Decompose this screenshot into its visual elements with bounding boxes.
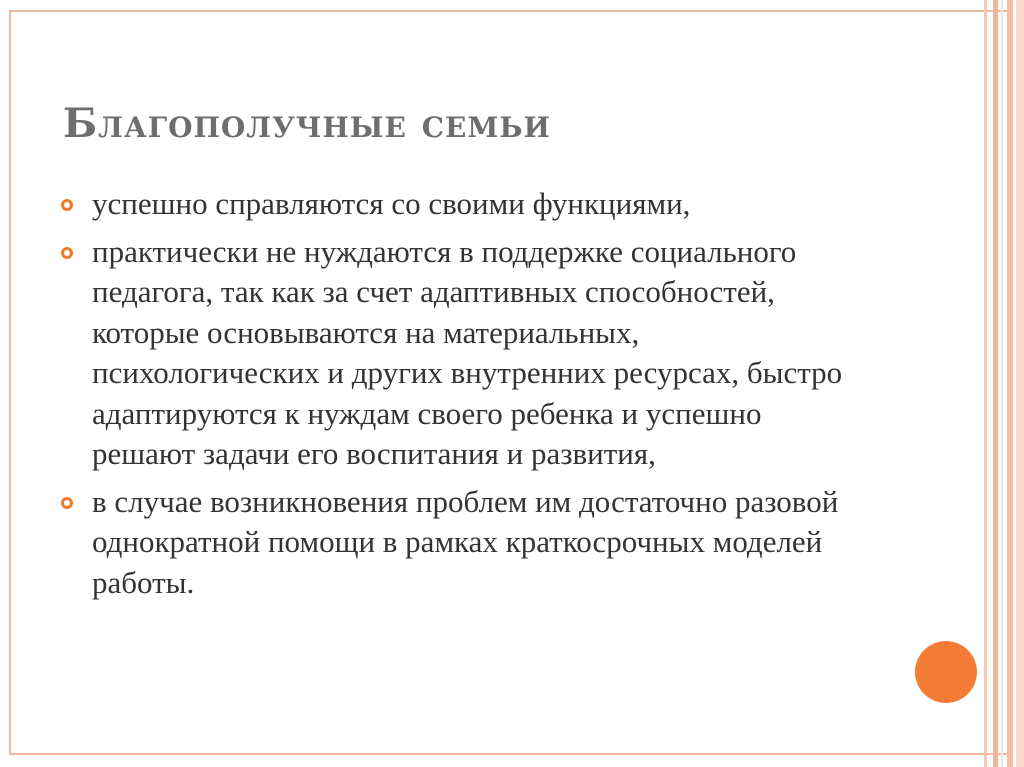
bullet-list: [60, 184, 860, 610]
stripe: [1001, 0, 1003, 767]
ring-bullet-icon: [61, 497, 73, 509]
bullet-item: [60, 482, 860, 604]
stripe: [993, 0, 998, 767]
orange-circle-decoration: [915, 641, 977, 703]
stripe: [1007, 0, 1013, 767]
bullet-text: практически не нуждаются в поддержке социального педагога, так как за счет адаптивных способностей, которые основываются на материальных, психологических и других внутренних ресурсах, быстро адаптируются к нуждам своего ребенка и успешно решают задачи его воспитания и развития,: [92, 233, 843, 471]
bullet-item: [60, 232, 860, 475]
bullet-text: успешно справляются со своими функциями,: [92, 186, 691, 221]
bullet-item: [60, 184, 860, 225]
stripe: [984, 0, 987, 767]
right-edge-stripes: [984, 0, 1024, 767]
ring-bullet-icon: [61, 247, 73, 259]
bullet-text: в случае возникновения проблем им достаточно разовой однократной помощи в рамках краткосрочных моделей работы.: [92, 483, 839, 600]
stripe: [1016, 0, 1024, 767]
ring-bullet-icon: [61, 199, 73, 211]
slide-title: Благополучные семьи: [63, 100, 551, 147]
